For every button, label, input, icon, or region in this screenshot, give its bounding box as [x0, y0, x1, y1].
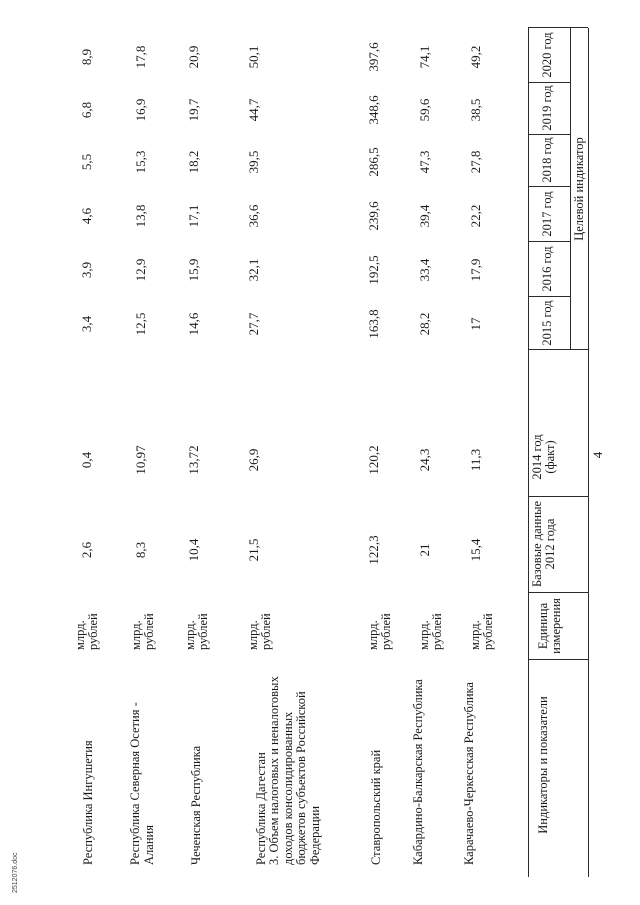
value-baseline: 2,6 — [79, 541, 94, 559]
value-fact-2014: 120,2 — [366, 445, 381, 475]
value-2015: 27,7 — [246, 312, 261, 336]
header-unit: Единица измерения — [536, 598, 563, 654]
value-fact-2014: 11,3 — [468, 448, 483, 472]
row-label: Карачаево-Черкесская Республика — [462, 682, 476, 865]
value-2019: 6,8 — [79, 101, 94, 119]
value-fact-2014: 13,72 — [186, 445, 201, 475]
target-group-divider — [570, 28, 571, 350]
header-2017: 2017 год — [540, 191, 554, 237]
value-2017: 13,8 — [133, 204, 148, 228]
value-2016: 3,9 — [79, 261, 94, 279]
row-unit: млрд. рублей — [468, 613, 495, 650]
row-unit: млрд. рублей — [246, 613, 273, 650]
header-2018: 2018 год — [540, 137, 554, 183]
value-baseline: 21 — [417, 543, 432, 557]
value-fact-2014: 24,3 — [417, 448, 432, 472]
row-unit: млрд. рублей — [417, 613, 444, 650]
value-2015: 163,8 — [366, 309, 381, 339]
row-label: Республика Северная Осетия - Алания — [128, 702, 156, 865]
section-heading: 3. Объем налоговых и неналоговых доходов консолидированных бюджетов субъектов Российской Федерации — [267, 676, 322, 865]
value-2019: 348,6 — [366, 95, 381, 125]
value-2018: 286,5 — [366, 147, 381, 177]
value-2018: 15,3 — [133, 150, 148, 174]
col-divider-1 — [528, 659, 588, 660]
footer-file-code: 2512076.doc — [12, 852, 19, 893]
value-2020: 8,9 — [79, 48, 94, 66]
col-divider-7 — [528, 186, 570, 187]
value-2017: 36,6 — [246, 204, 261, 228]
row-label: Кабардино-Балкарская Республика — [411, 679, 425, 865]
value-2015: 14,6 — [186, 312, 201, 336]
value-2019: 19,7 — [186, 98, 201, 122]
header-indicator: Индикаторы и показатели — [536, 696, 550, 834]
row-label: Чеченская Республика — [189, 745, 203, 865]
header-target-indicator: Целевой индикатор — [572, 137, 586, 241]
value-2020: 17,8 — [133, 45, 148, 69]
value-2016: 15,9 — [186, 258, 201, 282]
value-baseline: 10,4 — [186, 538, 201, 562]
value-baseline: 21,5 — [246, 538, 261, 562]
header-2016: 2016 год — [540, 246, 554, 292]
value-2016: 17,9 — [468, 258, 483, 282]
value-2017: 239,6 — [366, 201, 381, 231]
table-top-border — [588, 28, 589, 877]
row-unit: млрд. рублей — [129, 613, 156, 650]
row-label: Республика Дагестан — [254, 752, 268, 865]
header-bottom-border — [528, 28, 529, 877]
value-2020: 74,1 — [417, 45, 432, 69]
value-2020: 49,2 — [468, 45, 483, 69]
value-2018: 5,5 — [79, 153, 94, 171]
value-2016: 32,1 — [246, 258, 261, 282]
value-2015: 17 — [468, 317, 483, 331]
row-label: Республика Ингушетия — [81, 740, 95, 865]
row-unit: млрд. рублей — [183, 613, 210, 650]
value-2020: 397,6 — [366, 42, 381, 72]
value-fact-2014: 10,97 — [133, 445, 148, 475]
value-2017: 39,4 — [417, 204, 432, 228]
header-2020: 2020 год — [540, 32, 554, 78]
col-divider-3 — [528, 496, 588, 497]
value-baseline: 122,3 — [366, 535, 381, 565]
value-fact-2014: 26,9 — [246, 448, 261, 472]
value-2019: 59,6 — [417, 98, 432, 122]
value-2019: 44,7 — [246, 98, 261, 122]
header-fact-2014: 2014 год (факт) — [530, 434, 557, 480]
page-number: 4 — [590, 451, 605, 459]
value-2016: 33,4 — [417, 258, 432, 282]
col-divider-6 — [528, 241, 570, 242]
value-2020: 20,9 — [186, 45, 201, 69]
header-2019: 2019 год — [540, 85, 554, 131]
value-2017: 4,6 — [79, 207, 94, 225]
value-2015: 12,5 — [133, 312, 148, 336]
value-2018: 47,3 — [417, 150, 432, 174]
value-2018: 39,5 — [246, 150, 261, 174]
row-label: Ставропольский край — [369, 749, 383, 865]
row-unit: млрд. рублей — [366, 613, 393, 650]
value-2016: 192,5 — [366, 255, 381, 285]
value-2016: 12,9 — [133, 258, 148, 282]
value-fact-2014: 0,4 — [79, 451, 94, 469]
value-2019: 16,9 — [133, 98, 148, 122]
value-2020: 50,1 — [246, 45, 261, 69]
value-2018: 18,2 — [186, 150, 201, 174]
col-divider-5 — [528, 296, 570, 297]
value-2015: 28,2 — [417, 312, 432, 336]
value-2015: 3,4 — [79, 315, 94, 333]
value-2018: 27,8 — [468, 150, 483, 174]
header-2015: 2015 год — [540, 300, 554, 346]
value-baseline: 15,4 — [468, 538, 483, 562]
row-unit: млрд. рублей — [73, 613, 100, 650]
value-baseline: 8,3 — [133, 541, 148, 559]
value-2017: 17,1 — [186, 204, 201, 228]
value-2019: 38,5 — [468, 98, 483, 122]
value-2017: 22,2 — [468, 204, 483, 228]
header-baseline: Базовые данные 2012 года — [530, 500, 557, 588]
